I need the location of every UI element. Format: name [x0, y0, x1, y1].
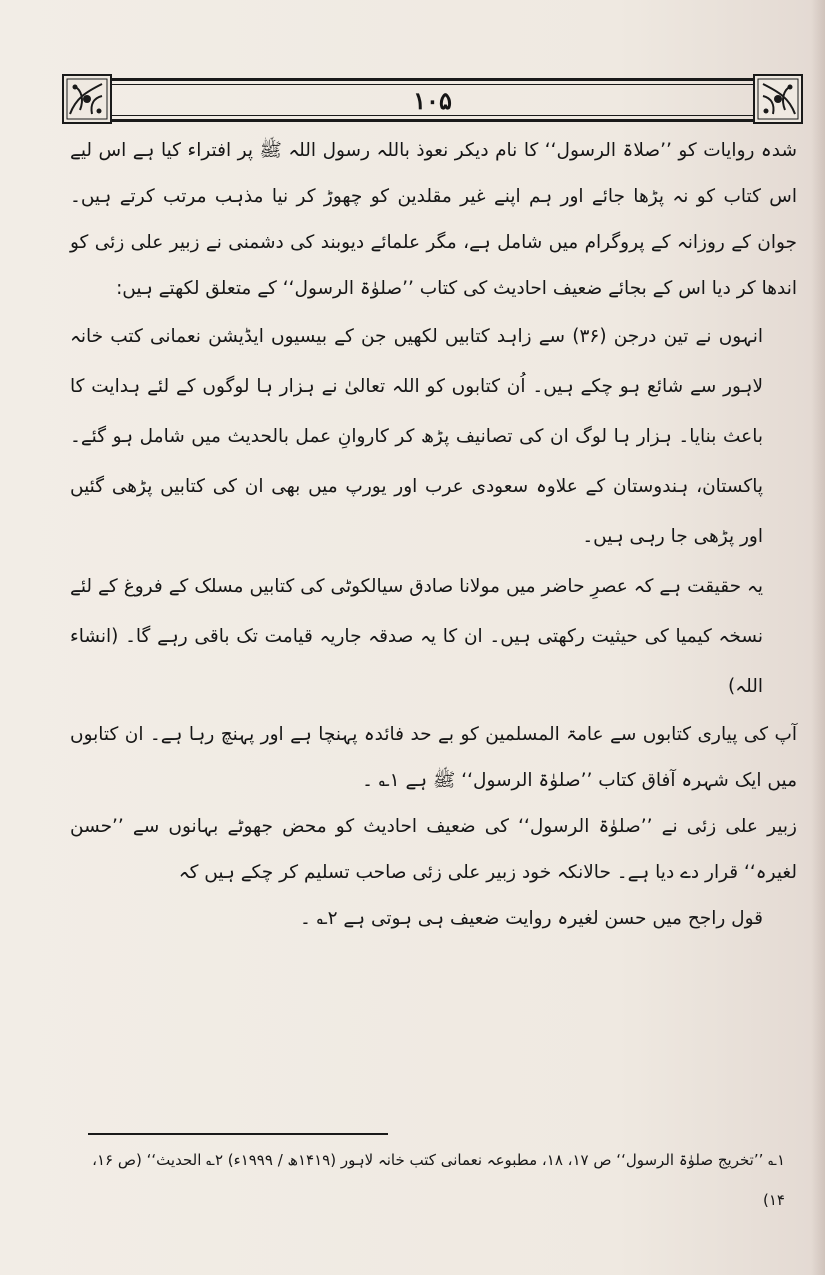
header-rule-thin — [62, 84, 803, 85]
header-rule-bottom-thin — [62, 115, 803, 116]
page-body — [70, 128, 797, 942]
header-rule — [62, 78, 803, 81]
quoted-paragraph: انہوں نے تین درجن (۳۶) سے زاہد کتابیں لکھیں جن کے بیسیوں ایڈیشن نعمانی کتب خانہ لاہور سے شائع ہو چکے ہیں۔ اُن کتابوں کو اللہ تعالیٰ نے ہزار ہا لوگوں کے لئے ہدایت کا باعث بنایا۔ ہزار ہا لوگ ان کی تصانیف پڑھ کر کاروانِ عمل بالحدیث میں شامل ہو گئے۔ پاکستان، ہندوستان کے علاوہ سعودی عرب اور یورپ میں بھی ان کی کتابیں پڑھی گئیں اور پڑھی جا رہی ہیں۔ — [70, 326, 763, 547]
footnote: ۱؎ ’’تخریج صلوٰۃ الرسول‘‘ ص ۱۷، ۱۸، مطبوعہ نعمانی کتب خانہ لاہور (۱۴۱۹ھ / ۱۹۹۹ء) ۲؎ الحدیث‘‘ (ص ۱۶، ۱۴) — [92, 1151, 785, 1209]
header-rule-bottom — [62, 119, 803, 122]
paragraph: زبیر علی زئی نے ’’صلوٰۃ الرسول‘‘ کی ضعیف احادیث کو محض جھوٹے بہانوں سے ’’حسن لغیرہ‘‘ قرار دے دیا ہے۔ حالانکہ خود زبیر علی زئی صاحب تسلیم کر چکے ہیں کہ — [70, 816, 797, 883]
page-header — [62, 78, 803, 122]
footnote-rule — [88, 1133, 388, 1135]
floral-ornament-icon — [753, 74, 803, 124]
quoted-paragraph: یہ حقیقت ہے کہ عصرِ حاضر میں مولانا صادق سیالکوٹی کی کتابیں مسلک کے فروغ کے لئے نسخہ کیمیا کی حیثیت رکھتی ہیں۔ ان کا یہ صدقہ جاریہ قیامت تک باقی رہے گا۔ (انشاء اللہ) — [70, 576, 763, 697]
paragraph: قول راجح میں حسن لغیرہ روایت ضعیف ہی ہوتی ہے ۲؎ ۔ — [300, 908, 763, 929]
page-edge-shadow — [811, 0, 825, 1275]
page-number: ۱۰۵ — [413, 86, 452, 115]
paragraph: آپ کی پیاری کتابوں سے عامۃ المسلمین کو بے حد فائدہ پہنچا ہے اور پہنچ رہا ہے۔ ان کتابوں میں ایک شہرہ آفاق کتاب ’’صلوٰۃ الرسول‘‘ ﷺ ہے ۱؎ ۔ — [70, 724, 797, 791]
paragraph: شدہ روایات کو ’’صلاۃ الرسول‘‘ کا نام دیکر نعوذ باللہ رسول اللہ ﷺ پر افتراء کیا ہے اس لیے اس کتاب کو نہ پڑھا جائے اور ہم اپنے غیر مقلدین کو چھوڑ کر نیا مذہب مرتب کرتے ہیں۔ جوان کے روزانہ کے پروگرام میں شامل ہے، مگر علمائے دیوبند کی دشمنی نے زبیر علی زئی کو اندھا کر دیا اس کے بجائے ضعیف احادیث کی کتاب ’’صلوٰۃ الرسول‘‘ کے متعلق لکھتے ہیں: — [70, 140, 797, 299]
